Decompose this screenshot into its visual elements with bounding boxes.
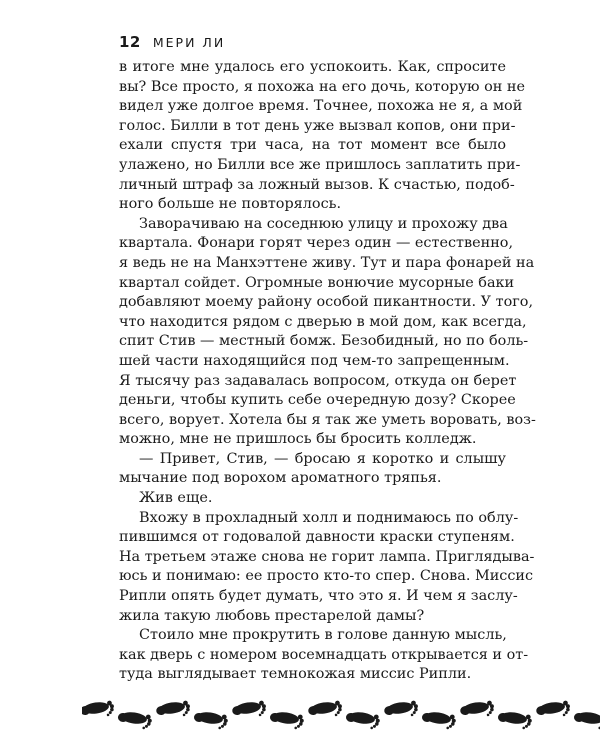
text-line: туда выглядывает темнокожая миссис Рипли.: [119, 666, 472, 683]
text-line: Я тысячу раз задавалась вопросом, откуда он берет: [119, 372, 517, 389]
text-line: шей части находящийся под чем-то запрещенным.: [119, 352, 510, 369]
text-line: спит Стив — местный бомж. Безобидный, но по боль-: [119, 333, 529, 350]
page-number: 12: [119, 33, 141, 51]
footprint-icon: [117, 710, 153, 730]
footprint-icon: [573, 710, 600, 730]
footprint-icon: [307, 700, 343, 720]
text-line: я ведь не на Манхэттене живу. Тут и пара фонарей на: [119, 254, 535, 271]
text-line: что находится рядом с дверью в мой дом, как всегда,: [119, 313, 527, 330]
footprint-icon: [231, 700, 267, 720]
text-line: мычание под ворохом ароматного тряпья.: [119, 470, 442, 487]
footprint-icon: [155, 700, 191, 720]
text-line: Заворачиваю на соседнюю улицу и прохожу два: [139, 215, 508, 232]
footprints-icon: [82, 692, 600, 736]
text-line: в итоге мне удалось его успокоить. Как, спросите: [119, 59, 506, 75]
footprint-icon: [193, 710, 229, 730]
text-line: ного больше не повторялось.: [119, 196, 342, 213]
footprint-icon: [383, 700, 419, 720]
footprint-icon: [269, 710, 305, 730]
text-line: можно, мне не пришлось бы бросить колледж.: [119, 431, 477, 448]
text-line: видел уже долгое время. Точнее, похожа не я, а мой: [119, 98, 523, 115]
text-line: Жив еще.: [139, 490, 213, 507]
text-line: юсь и понимаю: ее просто кто-то спер. Снова. Миссис: [119, 568, 534, 585]
text-line: квартала. Фонари горят через один — естественно,: [119, 235, 514, 252]
body-text: [119, 58, 536, 685]
text-line: Вхожу в прохладный холл и поднимаюсь по облу-: [139, 509, 519, 526]
text-line: добавляют моему району особой пикантности. У того,: [119, 294, 534, 311]
text-line: вы? Все просто, я похожа на его дочь, которую он не: [119, 78, 526, 95]
footprint-icon: [345, 710, 381, 730]
text-line: Стоило мне прокрутить в голове данную мысль,: [139, 627, 507, 644]
footprint-icon: [459, 700, 495, 720]
text-line: всего, ворует. Хотела бы я так же уметь воровать, воз-: [119, 411, 536, 428]
text-line: голос. Билли в тот день уже вызвал копов, они при-: [119, 117, 516, 134]
text-line: ехали спустя три часа, на тот момент все было: [119, 137, 506, 154]
text-line: улажено, но Билли все же пришлось заплатить при-: [119, 156, 521, 173]
text-line: Рипли опять будет думать, что это я. И чем я заслу-: [119, 588, 518, 605]
text-line: деньги, чтобы купить себе очередную дозу? Скорее: [119, 392, 516, 409]
footprint-icon: [497, 710, 533, 730]
text-line: — Привет, Стив, — бросаю я коротко и слышу: [139, 450, 506, 467]
text-line: пившимся от годовалой давности краски ступеням.: [119, 529, 515, 546]
footprint-icon: [535, 700, 571, 720]
text-line: квартал сойдет. Огромные вонючие мусорные баки: [119, 274, 515, 291]
running-head-author: МЕРИ ЛИ: [152, 35, 226, 50]
footprint-icon: [421, 710, 457, 730]
running-header: [119, 33, 225, 51]
text-line: личный штраф за ложный вызов. К счастью, подоб-: [119, 176, 515, 193]
footprint-icon: [82, 700, 115, 720]
text-line: На третьем этаже снова не горит лампа. Приглядыва-: [119, 548, 535, 565]
text-line: как дверь с номером восемнадцать открывается и от-: [119, 646, 529, 663]
text-line: жила такую любовь престарелой дамы?: [119, 607, 425, 624]
